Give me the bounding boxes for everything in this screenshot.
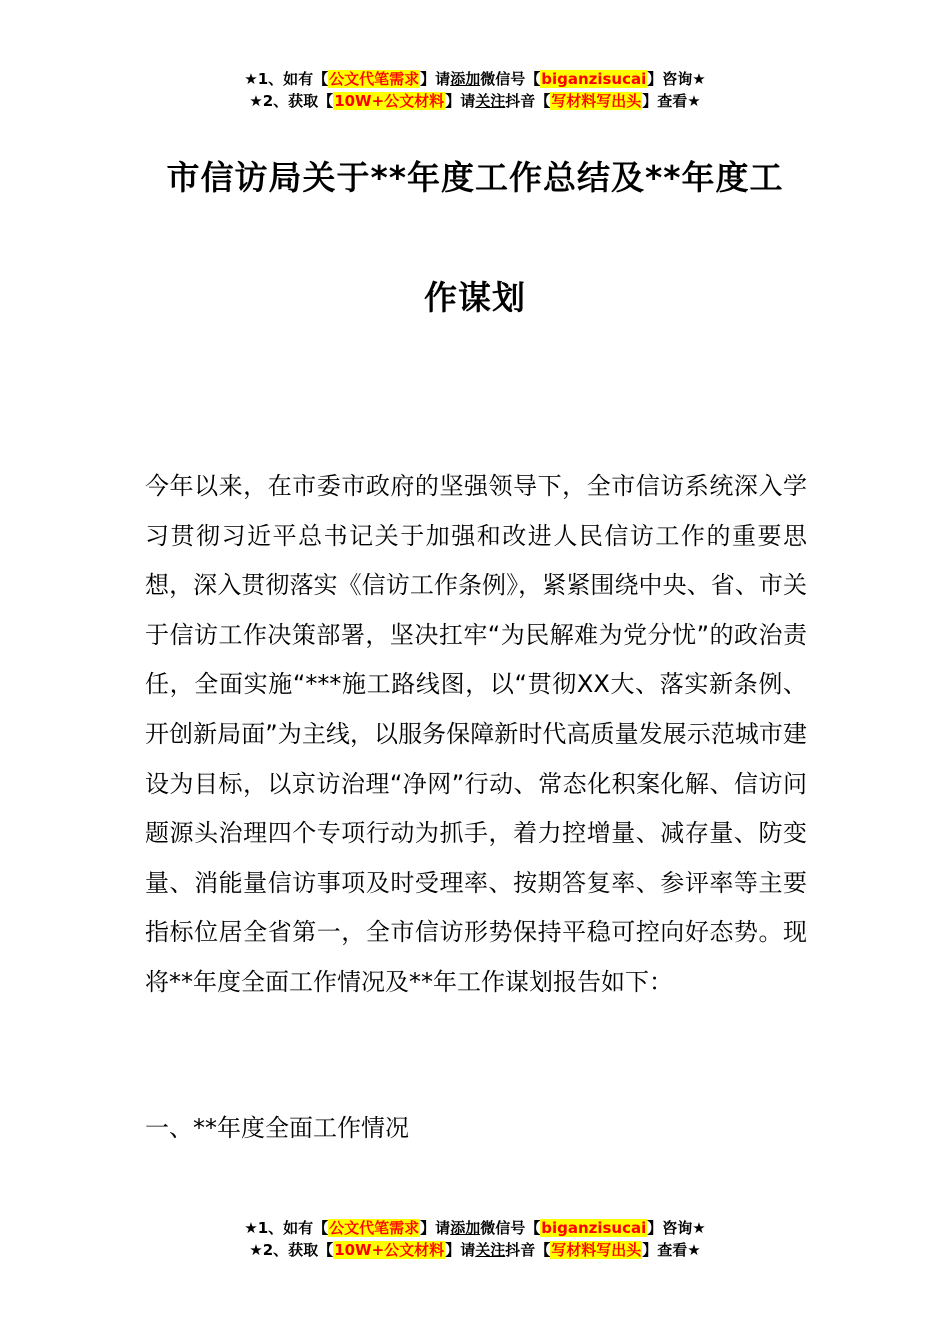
banner-text: 】查看★ [642,1241,701,1259]
banner-line-1 [0,68,950,90]
banner-text: 微信号【 [480,70,541,88]
banner-text: 】请 [420,1219,451,1237]
banner-line-2 [0,90,950,112]
banner-text: 抖音【 [505,92,551,110]
banner-text: 】请 [420,70,451,88]
banner-underline: 添加 [450,70,481,88]
banner-highlight: biganzisucai [541,1219,647,1237]
footer-banner [0,1217,950,1261]
document-title-line-1: 市信访局关于**年度工作总结及**年度工 [166,158,784,197]
banner-underline: 关注 [475,92,506,110]
banner-text: 】请 [445,1241,476,1259]
banner-highlight: biganzisucai [541,70,647,88]
banner-underline: 添加 [450,1219,481,1237]
banner-text: 抖音【 [505,1241,551,1259]
document-title-line-2: 作谋划 [424,278,526,317]
banner-text: 】查看★ [642,92,701,110]
header-banner [0,68,950,112]
banner-text: 微信号【 [480,1219,541,1237]
banner-text: 】咨询★ [647,1219,706,1237]
banner-highlight: 10W+公文材料 [334,1241,445,1259]
banner-text: 】咨询★ [647,70,706,88]
banner-line-2 [0,1239,950,1261]
banner-text: ★2、获取【 [249,92,334,110]
banner-text: ★1、如有【 [244,70,329,88]
body-paragraph: 今年以来，在市委市政府的坚强领导下，全市信访系统深入学习贯彻习近平总书记关于加强和改进人民信访工作的重要思想，深入贯彻落实《信访工作条例》，紧紧围绕中央、省、市关于信访工作决策部署，坚决扛牢“为民解难为党分忧”的政治责任，全面实施“***施工路线图，以“贯彻XX大、落实新条例、开创新局面”为主线，以服务保障新时代高质量发展示范城市建设为目标，以京访治理“净网”行动、常态化积案化解、信访问题源头治理四个专项行动为抓手，着力控增量、减存量、防变量、消能量信访事项及时受理率、按期答复率、参评率等主要指标位居全省第一，全市信访形势保持平稳可控向好态势。现将**年度全面工作情况及**年工作谋划报告如下： [145,472,807,996]
banner-highlight: 写材料写出头 [551,1241,642,1259]
banner-text: ★1、如有【 [244,1219,329,1237]
banner-line-1 [0,1217,950,1239]
section-heading: 一、**年度全面工作情况 [145,1114,409,1142]
banner-highlight: 公文代笔需求 [329,70,420,88]
banner-text: 】请 [445,92,476,110]
banner-underline: 关注 [475,1241,506,1259]
banner-highlight: 公文代笔需求 [329,1219,420,1237]
banner-highlight: 写材料写出头 [551,92,642,110]
banner-highlight: 10W+公文材料 [334,92,445,110]
banner-text: ★2、获取【 [249,1241,334,1259]
